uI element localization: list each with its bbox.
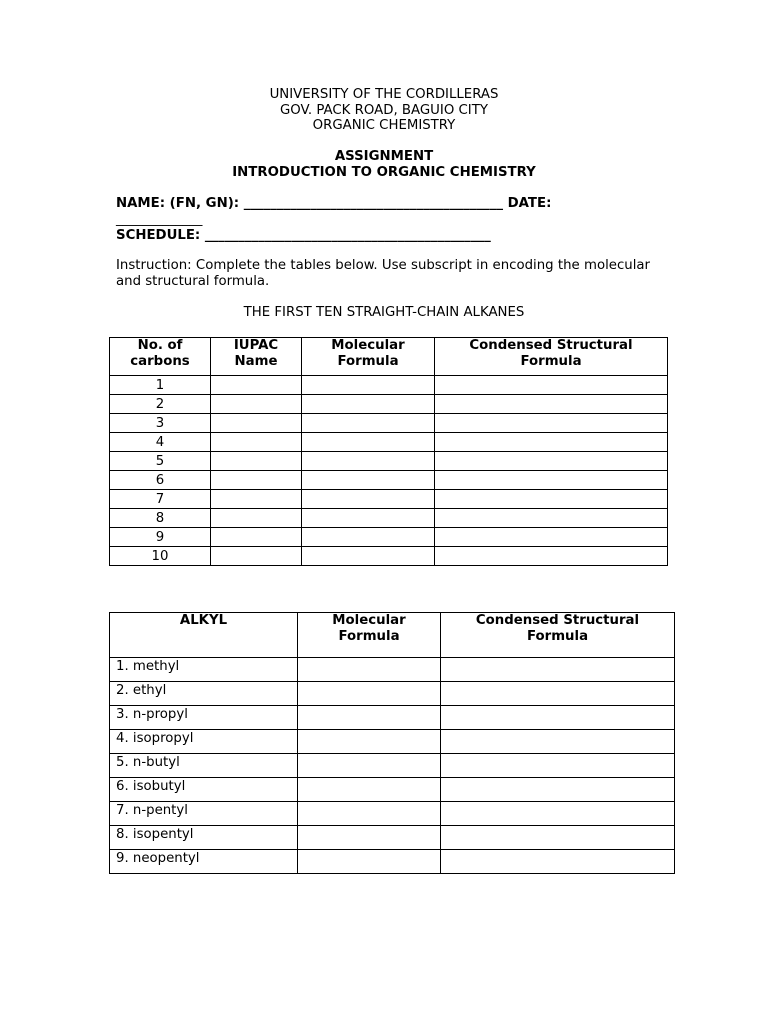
date-blank: _____________	[116, 212, 203, 227]
blank-cell[interactable]	[302, 433, 435, 452]
alkyl-name-cell: 5. n-butyl	[110, 754, 298, 778]
alkanes-header-row	[110, 338, 668, 376]
university-name: UNIVERSITY OF THE CORDILLERAS	[269, 87, 499, 102]
blank-cell[interactable]	[435, 376, 668, 395]
table-row	[110, 850, 675, 874]
table-row	[110, 509, 668, 528]
table-row	[110, 452, 668, 471]
alkyl-name-cell: 4. isopropyl	[110, 730, 298, 754]
name-date-line: NAME: (FN, GN): _______________________________________ DATE:	[116, 196, 552, 211]
carbon-count-cell: 1	[110, 376, 211, 395]
blank-cell[interactable]	[302, 490, 435, 509]
table-row	[110, 433, 668, 452]
blank-cell[interactable]	[302, 452, 435, 471]
blank-cell[interactable]	[211, 490, 302, 509]
alkanes-table	[109, 337, 668, 566]
blank-cell[interactable]	[211, 395, 302, 414]
table-row	[110, 471, 668, 490]
blank-cell[interactable]	[302, 509, 435, 528]
table-row	[110, 778, 675, 802]
blank-cell[interactable]	[211, 452, 302, 471]
assignment-heading	[0, 149, 768, 180]
blank-cell[interactable]	[441, 706, 675, 730]
alkyl-table	[109, 612, 675, 874]
table-row	[110, 802, 675, 826]
table-row	[110, 754, 675, 778]
carbon-count-cell: 9	[110, 528, 211, 547]
alkyl-name-cell: 7. n-pentyl	[110, 802, 298, 826]
alkyl-name-cell: 1. methyl	[110, 658, 298, 682]
institution-header	[0, 87, 768, 134]
blank-cell[interactable]	[441, 778, 675, 802]
blank-cell[interactable]	[441, 658, 675, 682]
table-row	[110, 395, 668, 414]
schedule-line: SCHEDULE: ___________________________________________	[116, 228, 491, 243]
blank-cell[interactable]	[435, 433, 668, 452]
alkyl-name-cell: 3. n-propyl	[110, 706, 298, 730]
blank-cell[interactable]	[441, 826, 675, 850]
alkyl-name-cell: 8. isopentyl	[110, 826, 298, 850]
instruction-text: Instruction: Complete the tables below. Use subscript in encoding the molecular and structural formula.	[116, 258, 650, 289]
blank-cell[interactable]	[298, 826, 441, 850]
blank-cell[interactable]	[435, 452, 668, 471]
table-row	[110, 414, 668, 433]
blank-cell[interactable]	[302, 376, 435, 395]
table-row	[110, 682, 675, 706]
header-iupac-name: IUPAC Name	[211, 338, 302, 376]
blank-cell[interactable]	[302, 395, 435, 414]
blank-cell[interactable]	[302, 414, 435, 433]
blank-cell[interactable]	[298, 706, 441, 730]
blank-cell[interactable]	[435, 528, 668, 547]
blank-cell[interactable]	[211, 414, 302, 433]
table-row	[110, 528, 668, 547]
blank-cell[interactable]	[298, 850, 441, 874]
blank-cell[interactable]	[298, 658, 441, 682]
blank-cell[interactable]	[211, 547, 302, 566]
table-row	[110, 376, 668, 395]
table-row	[110, 826, 675, 850]
header-condensed-structural-formula: Condensed Structural Formula	[435, 338, 668, 376]
blank-cell[interactable]	[302, 547, 435, 566]
blank-cell[interactable]	[441, 850, 675, 874]
blank-cell[interactable]	[435, 490, 668, 509]
blank-cell[interactable]	[435, 509, 668, 528]
blank-cell[interactable]	[435, 471, 668, 490]
alkyl-name-cell: 6. isobutyl	[110, 778, 298, 802]
carbon-count-cell: 8	[110, 509, 211, 528]
blank-cell[interactable]	[435, 395, 668, 414]
header-condensed-structural-formula: Condensed Structural Formula	[441, 613, 675, 658]
blank-cell[interactable]	[298, 802, 441, 826]
header-molecular-formula: Molecular Formula	[302, 338, 435, 376]
alkyl-name-cell: 9. neopentyl	[110, 850, 298, 874]
blank-cell[interactable]	[211, 509, 302, 528]
carbon-count-cell: 3	[110, 414, 211, 433]
header-molecular-formula: Molecular Formula	[298, 613, 441, 658]
blank-cell[interactable]	[441, 730, 675, 754]
blank-cell[interactable]	[298, 682, 441, 706]
blank-cell[interactable]	[441, 802, 675, 826]
header-alkyl: ALKYL	[110, 613, 298, 658]
blank-cell[interactable]	[302, 471, 435, 490]
blank-cell[interactable]	[298, 730, 441, 754]
blank-cell[interactable]	[435, 547, 668, 566]
blank-cell[interactable]	[211, 433, 302, 452]
blank-cell[interactable]	[441, 754, 675, 778]
blank-cell[interactable]	[302, 528, 435, 547]
header-no-of-carbons: No. of carbons	[110, 338, 211, 376]
blank-cell[interactable]	[211, 376, 302, 395]
blank-cell[interactable]	[211, 471, 302, 490]
assignment-title: ASSIGNMENT	[334, 149, 434, 164]
table-row	[110, 706, 675, 730]
blank-cell[interactable]	[298, 754, 441, 778]
blank-cell[interactable]	[211, 528, 302, 547]
assignment-subtitle: INTRODUCTION TO ORGANIC CHEMISTRY	[232, 164, 536, 180]
blank-cell[interactable]	[298, 778, 441, 802]
alkyl-header-row	[110, 613, 675, 658]
carbon-count-cell: 2	[110, 395, 211, 414]
table-row	[110, 730, 675, 754]
course-name: ORGANIC CHEMISTRY	[312, 118, 456, 133]
carbon-count-cell: 6	[110, 471, 211, 490]
university-address: GOV. PACK ROAD, BAGUIO CITY	[280, 102, 488, 118]
blank-cell[interactable]	[441, 682, 675, 706]
table-row	[110, 490, 668, 509]
table-row	[110, 658, 675, 682]
blank-cell[interactable]	[435, 414, 668, 433]
carbon-count-cell: 4	[110, 433, 211, 452]
carbon-count-cell: 5	[110, 452, 211, 471]
alkanes-table-caption: THE FIRST TEN STRAIGHT-CHAIN ALKANES	[243, 305, 525, 320]
table-row	[110, 547, 668, 566]
alkyl-name-cell: 2. ethyl	[110, 682, 298, 706]
carbon-count-cell: 10	[110, 547, 211, 566]
carbon-count-cell: 7	[110, 490, 211, 509]
